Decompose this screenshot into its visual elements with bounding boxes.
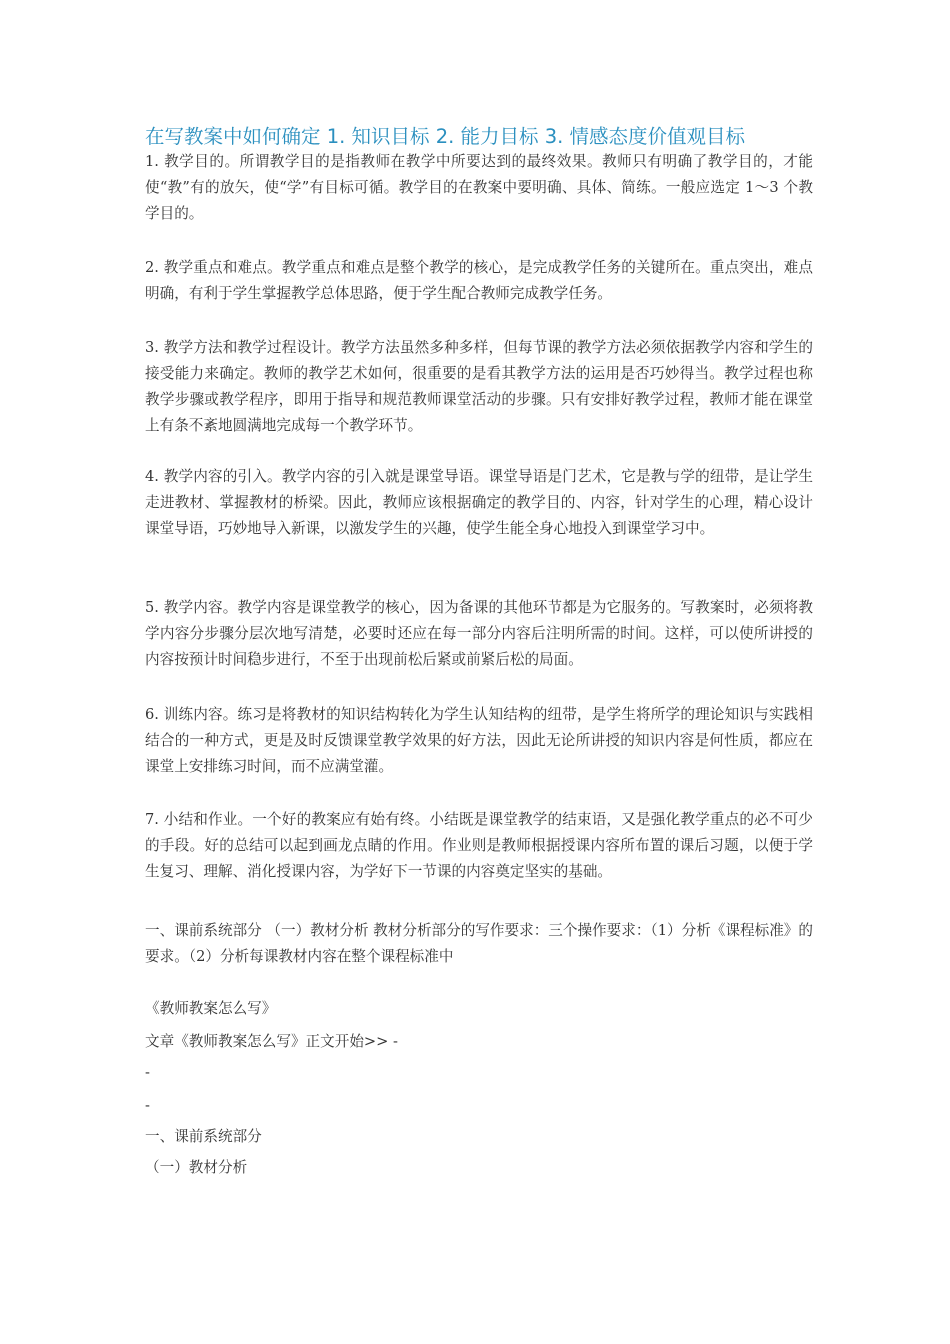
dash-line-1: - — [145, 1064, 150, 1081]
subsection-heading-material-analysis: （一）教材分析 — [145, 1159, 248, 1176]
dash-line-2: - — [145, 1097, 150, 1114]
paragraph-training-content: 6. 训练内容。练习是将教材的知识结构转化为学生认知结构的纽带，是学生将所学的理论知识与实践相结合的一种方式，更是及时反馈课堂教学效果的好方法，因此无论所讲授的知识内容是何性质，都应在课堂上安排练习时间，而不应满堂灌。 — [145, 706, 813, 775]
paragraph-teaching-methods: 3. 教学方法和教学过程设计。教学方法虽然多种多样，但每节课的教学方法必须依据教学内容和学生的接受能力来确定。教师的教学艺术如何，很重要的是看其教学方法的运用是否巧妙得当。教学过程也称教学步骤或教学程序，即用于指导和规范教师课堂活动的步骤。只有安排好教学过程，教师才能在课堂上有条不紊地圆满地完成每一个教学环节。 — [145, 339, 813, 434]
paragraph-teaching-content: 5. 教学内容。教学内容是课堂教学的核心，因为备课的其他环节都是为它服务的。写教案时，必须将教学内容分步骤分层次地写清楚，必要时还应在每一部分内容后注明所需的时间。这样，可以使所讲授的内容按预计时间稳步进行，不至于出现前松后紧或前紧后松的局面。 — [145, 599, 813, 668]
article-start-line: 文章《教师教案怎么写》正文开始>> - — [145, 1033, 398, 1050]
paragraph-teaching-purpose: 1. 教学目的。所谓教学目的是指教师在教学中所要达到的最终效果。教师只有明确了教学目的，才能使“教”有的放矢，使“学”有目标可循。教学目的在教案中要明确、具体、简练。一般应选定 1～3 个教学目的。 — [145, 153, 813, 222]
paragraph-pre-class-system: 一、课前系统部分 （一）教材分析 教材分析部分的写作要求：三个操作要求：（1）分析《课程标准》的要求。（2）分析每课教材内容在整个课程标准中 — [145, 922, 813, 965]
document-title: 在写教案中如何确定 1. 知识目标 2. 能力目标 3. 情感态度价值观目标 — [145, 125, 746, 148]
article-title-line: 《教师教案怎么写》 — [145, 1000, 277, 1017]
paragraph-key-points: 2. 教学重点和难点。教学重点和难点是整个教学的核心，是完成教学任务的关键所在。重点突出，难点明确，有利于学生掌握教学总体思路，便于学生配合教师完成教学任务。 — [145, 259, 813, 302]
paragraph-summary-homework: 7. 小结和作业。一个好的教案应有始有终。小结既是课堂教学的结束语，又是强化教学重点的必不可少的手段。好的总结可以起到画龙点睛的作用。作业则是教师根据授课内容所布置的课后习题，以便于学生复习、理解、消化授课内容，为学好下一节课的内容奠定坚实的基础。 — [145, 811, 813, 880]
section-heading-pre-class: 一、课前系统部分 — [145, 1128, 262, 1145]
paragraph-introduction: 4. 教学内容的引入。教学内容的引入就是课堂导语。课堂导语是门艺术，它是教与学的纽带，是让学生走进教材、掌握教材的桥梁。因此，教师应该根据确定的教学目的、内容，针对学生的心理，精心设计课堂导语，巧妙地导入新课，以激发学生的兴趣，使学生能全身心地投入到课堂学习中。 — [145, 468, 813, 537]
